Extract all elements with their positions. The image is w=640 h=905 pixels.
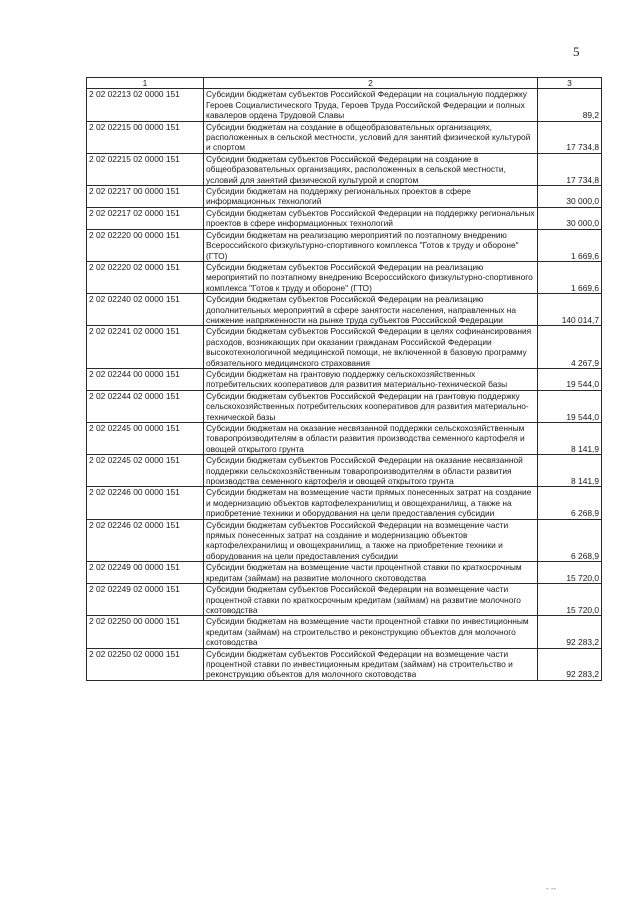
row-description: Субсидии бюджетам субъектов Российской Федерации на возмещение части процентной ставки по инвестиционным кредитам (займам) на строительство и реконструкцию объектов для молочного скотоводства [204,648,538,680]
column-header-amount: 3 [538,78,602,89]
row-description: Субсидии бюджетам субъектов Российской Федерации на создание в общеобразовательных организациях, расположенных в сельской местности, условий для занятий физической культурой и спортом [204,153,538,185]
table-row [87,326,602,369]
table-row [87,186,602,208]
row-amount: 30 000,0 [538,186,602,208]
table-row [87,455,602,487]
row-code: 2 02 02217 02 0000 151 [87,207,204,229]
row-amount: 15 720,0 [538,562,602,584]
footer-mark: - -- [546,884,557,893]
row-code: 2 02 02241 02 0000 151 [87,326,204,369]
row-description: Субсидии бюджетам субъектов Российской Федерации на возмещение части прямых понесенных затрат на создание и модернизацию объектов картофелехранилищ и овощехранилищ, а также на приобретение техники и оборудования на цели предоставления субсидии [204,519,538,562]
row-amount: 8 141,9 [538,455,602,487]
row-amount: 17 734,8 [538,153,602,185]
row-description: Субсидии бюджетам на реализацию мероприятий по поэтапному внедрению Всероссийского физкультурно-спортивного комплекса "Готов к труду и обороне" (ГТО) [204,229,538,261]
row-amount: 6 268,9 [538,519,602,562]
row-description: Субсидии бюджетам на возмещение части процентной ставки по краткосрочным кредитам (займам) на развитие молочного скотоводства [204,562,538,584]
table-row [87,487,602,519]
row-amount: 15 720,0 [538,584,602,616]
row-code: 2 02 02250 00 0000 151 [87,616,204,648]
table-row [87,368,602,390]
row-amount: 30 000,0 [538,207,602,229]
table-row [87,648,602,680]
table-row [87,562,602,584]
row-code: 2 02 02250 02 0000 151 [87,648,204,680]
table-row [87,390,602,422]
row-amount: 1 669,6 [538,229,602,261]
row-amount: 92 283,2 [538,616,602,648]
row-code: 2 02 02246 00 0000 151 [87,487,204,519]
row-description: Субсидии бюджетам субъектов Российской Федерации на возмещение части процентной ставки по краткосрочным кредитам (займам) на развитие молочного скотоводства [204,584,538,616]
row-amount: 1 669,6 [538,261,602,293]
row-description: Субсидии бюджетам субъектов Российской Федерации на реализацию дополнительных мероприятий в сфере занятости населения, направленных на снижение напряженности на рынке труда субъектов Российской Федерации [204,294,538,326]
row-amount: 19 544,0 [538,368,602,390]
row-code: 2 02 02249 00 0000 151 [87,562,204,584]
table-row [87,207,602,229]
row-code: 2 02 02246 02 0000 151 [87,519,204,562]
row-description: Субсидии бюджетам на оказание несвязанной поддержки сельскохозяйственным товаропроизводителям в области развития производства семенного картофеля и овощей открытого грунта [204,423,538,455]
table-row [87,294,602,326]
row-code: 2 02 02245 02 0000 151 [87,455,204,487]
row-description: Субсидии бюджетам субъектов Российской Федерации на социальную поддержку Героев Социалистического Труда, Героев Труда Российской Федерации и полных кавалеров ордена Трудовой Славы [204,89,538,121]
row-code: 2 02 02244 00 0000 151 [87,368,204,390]
table-header-row [87,78,602,89]
row-description: Субсидии бюджетам субъектов Российской Федерации в целях софинансирования расходов, возникающих при оказании гражданам Российской Федерации высокотехнологичной медицинской помощи, не включенной в базовую программу обязательного медицинского страхования [204,326,538,369]
row-description: Субсидии бюджетам на возмещение части прямых понесенных затрат на создание и модернизацию объектов картофелехранилищ и овощехранилищ, а также на приобретение техники и оборудования на цели предоставления субсидии [204,487,538,519]
page-number: 5 [573,44,580,59]
row-description: Субсидии бюджетам субъектов Российской Федерации на оказание несвязанной поддержки сельскохозяйственным товаропроизводителям в области развития производства семенного картофеля и овощей открытого грунта [204,455,538,487]
row-code: 2 02 02215 00 0000 151 [87,121,204,153]
row-code: 2 02 02220 00 0000 151 [87,229,204,261]
table-row [87,616,602,648]
row-amount: 17 734,8 [538,121,602,153]
row-amount: 4 267,9 [538,326,602,369]
row-description: Субсидии бюджетам на возмещение части процентной ставки по инвестиционным кредитам (займам) на строительство и реконструкцию объектов для молочного скотоводства [204,616,538,648]
row-code: 2 02 02220 02 0000 151 [87,261,204,293]
row-amount: 92 283,2 [538,648,602,680]
table-row [87,423,602,455]
column-header-code: 1 [87,78,204,89]
row-description: Субсидии бюджетам на поддержку региональных проектов в сфере информационных технологий [204,186,538,208]
row-amount: 8 141,9 [538,423,602,455]
row-description: Субсидии бюджетам субъектов Российской Федерации на грантовую поддержку сельскохозяйственных потребительских кооперативов для развития материально-технической базы [204,390,538,422]
table-row [87,153,602,185]
table-row [87,519,602,562]
row-description: Субсидии бюджетам субъектов Российской Федерации на реализацию мероприятий по поэтапному внедрению Всероссийского физкультурно-спортивного комплекса "Готов к труду и обороне" (ГТО) [204,261,538,293]
column-header-description: 2 [204,78,538,89]
row-amount: 140 014,7 [538,294,602,326]
row-description: Субсидии бюджетам субъектов Российской Федерации на поддержку региональных проектов в сфере информационных технологий [204,207,538,229]
table-row [87,121,602,153]
table-row [87,584,602,616]
row-amount: 6 268,9 [538,487,602,519]
row-code: 2 02 02249 02 0000 151 [87,584,204,616]
row-amount: 89,2 [538,89,602,121]
row-code: 2 02 02217 00 0000 151 [87,186,204,208]
table-row [87,229,602,261]
table-row [87,89,602,121]
row-description: Субсидии бюджетам на грантовую поддержку сельскохозяйственных потребительских кооперативов для развития материально-технической базы [204,368,538,390]
row-code: 2 02 02245 00 0000 151 [87,423,204,455]
row-code: 2 02 02215 02 0000 151 [87,153,204,185]
row-amount: 19 544,0 [538,390,602,422]
row-code: 2 02 02244 02 0000 151 [87,390,204,422]
row-description: Субсидии бюджетам на создание в общеобразовательных организациях, расположенных в сельской местности, условий для занятий физической культурой и спортом [204,121,538,153]
row-code: 2 02 02240 02 0000 151 [87,294,204,326]
row-code: 2 02 02213 02 0000 151 [87,89,204,121]
table-row [87,261,602,293]
budget-table [86,77,602,681]
